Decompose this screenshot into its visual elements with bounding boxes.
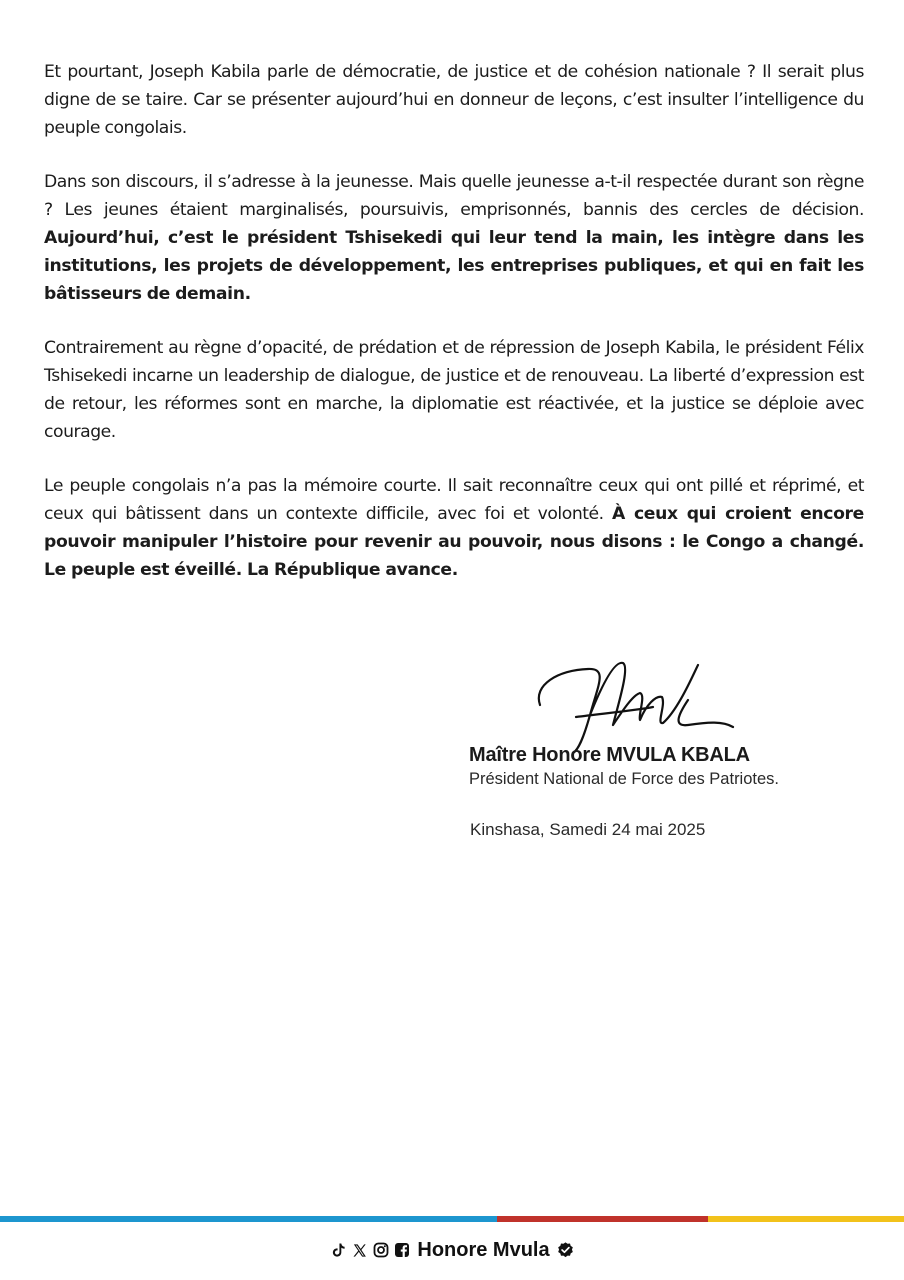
- handwritten-signature: [528, 655, 748, 755]
- footer-handle[interactable]: Honore Mvula: [417, 1238, 550, 1261]
- stripe-blue: [0, 1216, 497, 1222]
- verified-badge-icon: [557, 1242, 574, 1259]
- paragraph-1: Et pourtant, Joseph Kabila parle de démocratie, de justice et de cohésion nationale ? Il serait plus digne de se taire. Car se présenter aujourd’hui en donneur de leçons, c’est insulter l’intelligence du peuple congolais.: [44, 62, 864, 138]
- signatory-title: Président National de Force des Patriotes.: [469, 770, 779, 788]
- signature-block: [469, 744, 779, 789]
- letter-body: [44, 58, 864, 610]
- paragraph-4-emphasis: À ceux qui croient encore pouvoir manipuler l’histoire pour revenir au pouvoir, nous disons : le Congo a changé. Le peuple est éveillé. La République avance.: [44, 504, 864, 580]
- footer-social-bar: [0, 1236, 904, 1264]
- paragraph-2-emphasis: Aujourd’hui, c’est le président Tshisekedi qui leur tend la main, les intègre dans les institutions, les projets de développement, les entreprises publiques, et qui en fait les bâtisseurs de demain.: [44, 228, 864, 304]
- paragraph-4: Le peuple congolais n’a pas la mémoire courte. Il sait reconnaître ceux qui ont pillé et réprimé, et ceux qui bâtissent dans un contexte difficile, avec foi et volonté. À ceux qui croient encore pouvoir manipuler l’histoire pour revenir au pouvoir, nous disons : le Congo a changé. Le peuple est éveillé. La République avance.: [44, 476, 864, 580]
- tiktok-icon[interactable]: [330, 1242, 347, 1259]
- stripe-red: [497, 1216, 708, 1222]
- instagram-icon[interactable]: [372, 1242, 389, 1259]
- stripe-yellow: [708, 1216, 904, 1222]
- x-icon[interactable]: [351, 1242, 368, 1259]
- paragraph-2: Dans son discours, il s’adresse à la jeunesse. Mais quelle jeunesse a-t-il respectée durant son règne ? Les jeunes étaient marginalisés, poursuivis, emprisonnés, bannis des cercles de décision. Aujourd’hui, c’est le président Tshisekedi qui leur tend la main, les intègre dans les institutions, les projets de développement, les entreprises publiques, et qui en fait les bâtisseurs de demain.: [44, 172, 864, 304]
- paragraph-3: Contrairement au règne d’opacité, de prédation et de répression de Joseph Kabila, le président Félix Tshisekedi incarne un leadership de dialogue, de justice et de renouveau. La liberté d’expression est de retour, les réformes sont en marche, la diplomatie est réactivée, et la justice se déploie avec courage.: [44, 338, 864, 442]
- signatory-name: Maître Honore MVULA KBALA: [469, 744, 750, 766]
- footer-color-stripe: [0, 1216, 904, 1222]
- facebook-icon[interactable]: [393, 1242, 410, 1259]
- place-date: Kinshasa, Samedi 24 mai 2025: [470, 820, 706, 839]
